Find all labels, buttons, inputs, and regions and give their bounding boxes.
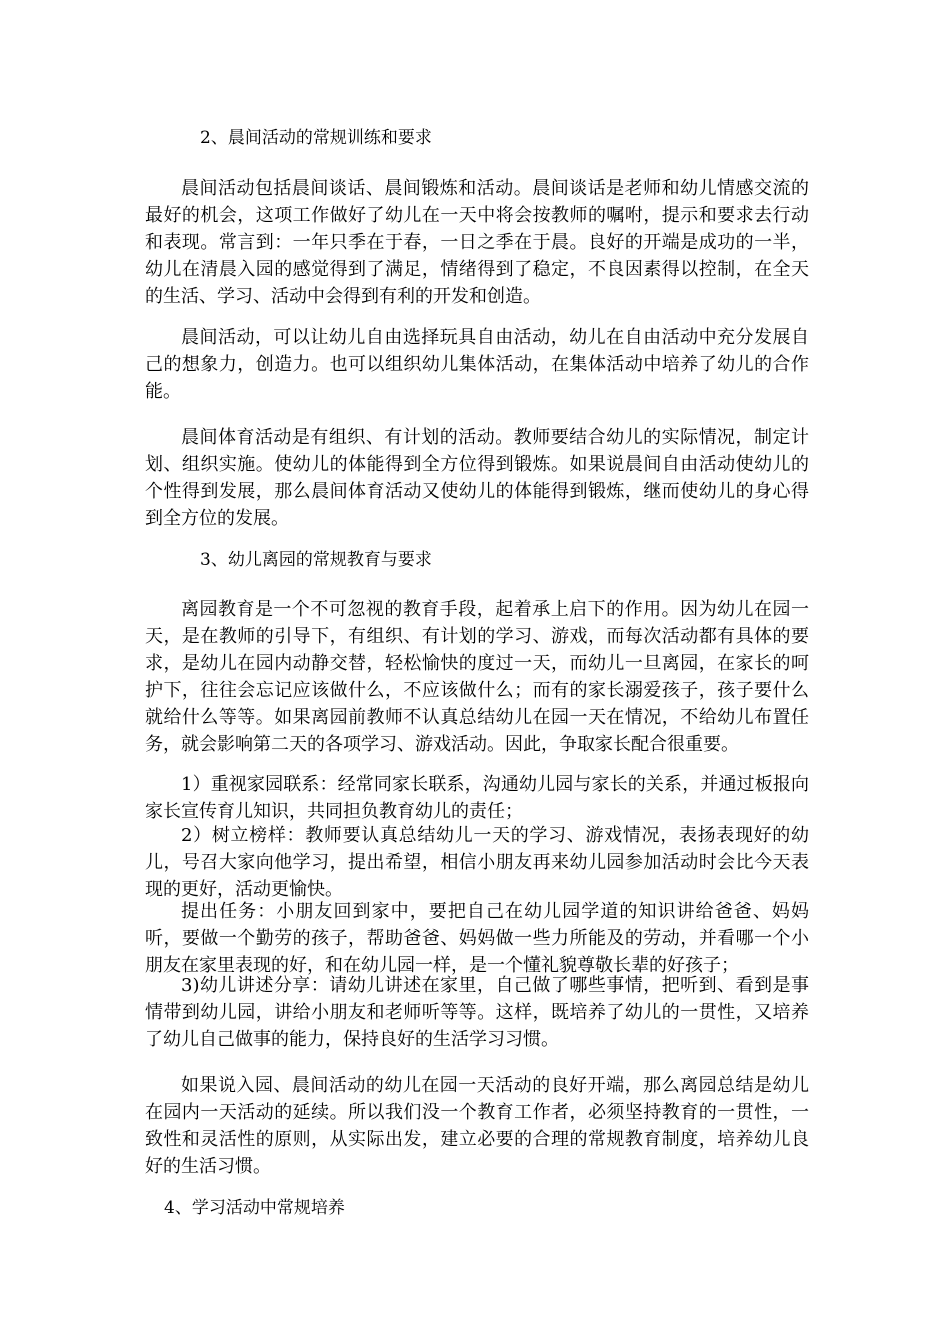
section-heading-3: 3、幼儿离园的常规教育与要求 bbox=[200, 550, 432, 570]
paragraph-home-school-contact: 1）重视家园联系：经常同家长联系，沟通幼儿园与家长的关系，并通过板报向家长宣传育儿知识，共同担负教育幼儿的责任； bbox=[145, 774, 809, 822]
section-heading-4: 4、学习活动中常规培养 bbox=[164, 1198, 345, 1218]
paragraph-morning-activities: 晨间活动包括晨间谈话、晨间锻炼和活动。晨间谈话是老师和幼儿情感交流的最好的机会，这项工作做好了幼儿在一天中将会按教师的嘱咐，提示和要求去行动和表现。常言到：一年只季在于春，一日之季在于晨。良好的开端是成功的一半，幼儿在清晨入园的感觉得到了满足，情绪得到了稳定，不良因素得以控制，在全天的生活、学习、活动中会得到有利的开发和创造。 bbox=[145, 178, 809, 307]
paragraph-assign-tasks: 提出任务：小朋友回到家中，要把自己在幼儿园学道的知识讲给爸爸、妈妈听，要做一个勤劳的孩子，帮助爸爸、妈妈做一些力所能及的劳动，并看哪一个小朋友在家里表现的好，和在幼儿园一样，是一个懂礼貌尊敬长辈的好孩子； bbox=[145, 901, 809, 976]
paragraph-free-activities: 晨间活动，可以让幼儿自由选择玩具自由活动，幼儿在自由活动中充分发展自己的想象力，创造力。也可以组织幼儿集体活动，在集体活动中培养了幼儿的合作能。 bbox=[145, 327, 809, 402]
paragraph-conclusion: 如果说入园、晨间活动的幼儿在园一天活动的良好开端，那么离园总结是幼儿在园内一天活动的延续。所以我们没一个教育工作者，必须坚持教育的一贯性，一致性和灵活性的原则，从实际出发，建立必要的合理的常规教育制度，培养幼儿良好的生活习惯。 bbox=[145, 1075, 809, 1177]
paragraph-departure-education: 离园教育是一个不可忽视的教育手段，起着承上启下的作用。因为幼儿在园一天，是在教师的引导下，有组织、有计划的学习、游戏，而每次活动都有具体的要求，是幼儿在园内动静交替，轻松愉快的度过一天，而幼儿一旦离园，在家长的呵护下，往往会忘记应该做什么，不应该做什么；而有的家长溺爱孩子，孩子要什么就给什么等等。如果离园前教师不认真总结幼儿在园一天在情况，不给幼儿布置任务，就会影响第二天的各项学习、游戏活动。因此，争取家长配合很重要。 bbox=[145, 599, 809, 755]
section-heading-2: 2、晨间活动的常规训练和要求 bbox=[200, 128, 432, 148]
paragraph-set-example: 2）树立榜样：教师要认真总结幼儿一天的学习、游戏情况，表扬表现好的幼儿，号召大家向他学习，提出希望，相信小朋友再来幼儿园参加活动时会比今天表现的更好，活动更愉快。 bbox=[145, 825, 809, 900]
paragraph-morning-sports: 晨间体育活动是有组织、有计划的活动。教师要结合幼儿的实际情况，制定计划、组织实施。使幼儿的体能得到全方位得到锻炼。如果说晨间自由活动使幼儿的个性得到发展，那么晨间体育活动又使幼儿的体能得到锻炼，继而使幼儿的身心得到全方位的发展。 bbox=[145, 427, 809, 529]
paragraph-sharing: 3)幼儿讲述分享：请幼儿讲述在家里，自己做了哪些事情，把听到、看到是事情带到幼儿园，讲给小朋友和老师听等等。这样，既培养了幼儿的一贯性，又培养了幼儿自己做事的能力，保持良好的生活学习习惯。 bbox=[145, 975, 809, 1050]
